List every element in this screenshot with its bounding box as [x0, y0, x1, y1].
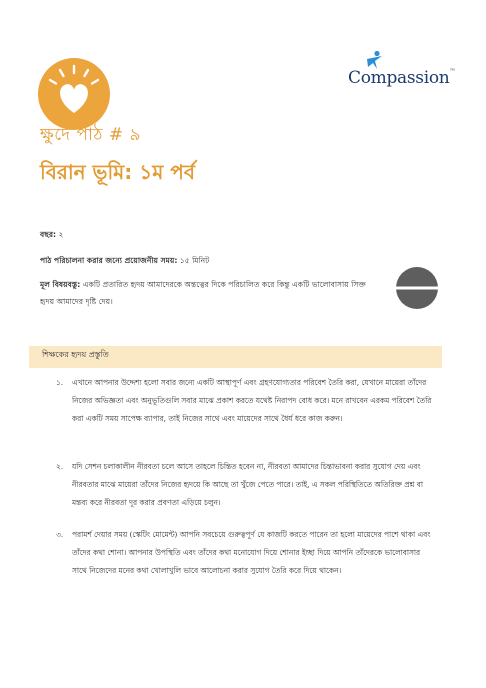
- lesson-number: ক্ষুদে পাঠ # ৯: [40, 125, 142, 145]
- time-label: পাঠ পরিচালনা করার জন্যে প্রয়োজনীয় সময়:: [40, 256, 178, 265]
- age-value: ২: [56, 230, 64, 239]
- logo-text: Compassion™: [348, 68, 456, 88]
- list-item: [56, 526, 432, 580]
- list-text: পরামর্শ দেয়ার সময় (স্কেটিং মোমেন্ট) আপনি সবচেয়ে গুরুত্বপূর্ণ যে কাজটি করতে পারেন তা হলো মায়েদের পাশে থাকা এবং তাঁদের কথা শোনা। আপনার উপস্থিতি এবং তাঁদের কথা মনোযোগ দিয়ে শোনার ইচ্ছা দিয়ে আপনি তাঁদেরকে ভালোবাসার সাথে নিজেদের মনের কথা খোলাখুলি ভাবে আলোচনা করার সুযোগ তৈরি করে দিয়ে থাকেন।: [72, 530, 431, 575]
- time-line: [40, 252, 410, 269]
- compassion-logo-icon: [364, 50, 384, 70]
- list-text: এখানে আপনার উদ্দেশ্য হলো সবার জন্যে একটি আস্থাপূর্ণ এবং গ্রহণযোগ্যতার পরিবেশ তৈরি করা, যেখানে মায়েরা তাঁদের নিজের অভিজ্ঞতা এবং অনুভূতিগুলি সবার মাঝে প্রকাশ করতে যথেষ্ট নিরাপদ বোধ করে। মনে রাখবেন এরকম পরিবেশ তৈরি করা একটি সময় সাপেক্ষ ব্যাপার, তাই নিজের সাথে এবং মায়েদের সাথে ধৈর্য ধরে কাজ করুন।: [72, 378, 432, 423]
- theme-line: [40, 276, 380, 310]
- list-item: [56, 458, 432, 512]
- heart-icon: [38, 58, 110, 130]
- divided-circle-icon: [395, 266, 439, 310]
- lesson-title: বিরান ভূমি: ১ম পর্ব: [40, 160, 195, 184]
- age-line: [40, 226, 410, 243]
- time-value: ১৫ মিনিট: [177, 256, 210, 265]
- list-text: যদি সেশন চলাকালীন নীরবতা চলে আসে তাহলে চিন্তিত হবেন না, নীরবতা আমাদের চিন্তাভাবনা করার সুযোগ দেয় এবং নীরবতার মাঝে মায়েরা তাঁদের নিজের হৃদয়ে কি আছে তা খুঁজে পেতে পারে। তাই, এ সকল পরিস্থিতিতে অতিরিক্ত প্রশ্ন বা মন্তব্য করে নীরবতা দূর করার প্রবণতা এড়িয়ে চলুন।: [72, 462, 423, 507]
- section-title: শিক্ষকের হৃদয় প্রস্তুতি: [42, 350, 109, 359]
- list-item: [56, 374, 432, 428]
- list-number: ৩.: [56, 530, 64, 539]
- theme-value: একটি প্রতারিত হৃদয় আমাদেরকে অন্তত্বের দিকে পরিচালিত করে কিন্তু একটি ভালোবাসায় সিক্ত হৃদয় আমাদের দৃষ্টি দেয়।: [40, 280, 366, 306]
- heart-badge: [38, 58, 110, 130]
- compassion-logo: [346, 50, 456, 90]
- list-number: ২.: [56, 462, 64, 471]
- list-number: ১.: [56, 378, 64, 387]
- theme-label: মূল বিষয়বস্তু:: [40, 280, 81, 289]
- section-header: [29, 346, 442, 368]
- age-label: বছর:: [40, 230, 57, 239]
